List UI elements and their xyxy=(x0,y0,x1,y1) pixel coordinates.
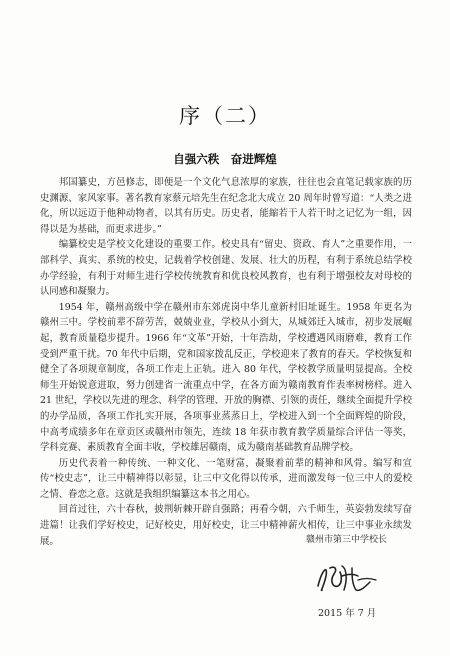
page-title: 序（二） xyxy=(179,104,271,128)
handwritten-signature xyxy=(312,556,380,598)
body-text xyxy=(40,175,412,549)
paragraph: 历史代表着一种传统、一种文化、一笔财富，凝聚着前辈的精神和风骨。编写和宣传“校史志”，让三中精神得以彰显，让三中文化得以传承，进而激发每一位三中人的爱校之情、眷恋之意。这就是我组织编纂这本书之用心。 xyxy=(40,457,412,500)
paragraph: 邦国纂史，方邑修志，即便是一个文化气息浓厚的家族，往往也会直笔记载家族的历史渊源、家风家事。著名教育家蔡元培先生在纪念北大成立 20 周年时曾写道：“人类之进化，所以远迈于他种动物者，以其有历史。历史者，能縮若干人若干时之记忆为一组，因得以是为基础，而更求进步。” xyxy=(40,177,412,235)
paragraph: 编纂校史是学校文化建设的重要工作。校史具有“留史、资政、育人”之重要作用，一部科学、真实、系统的校史，记载着学校创建、发展、壮大的历程，有利于系统总结学校办学经验，有利于对师生进行学校传统教育和优良校风教育，也有利于增强校友对母校的认同感和凝聚力。 xyxy=(40,239,412,298)
signature-organization: 赣州市第三中学校长 xyxy=(306,535,388,545)
paragraph: 1954 年，赣州高级中学在赣州市东郊虎岗中华儿童新村旧址诞生。1958 年更名为赣州三中。学校前辈不辞劳苦，兢兢业业，学校从小到大，从城郊迁入城市，初步发展崛起，教育质量稳步提升。1966 年“文革”开始，十年浩劫，学校遭遇风雨磨难，教育工作受到严重干扰。70 年代中后期，党和国家拨乱反正，学校迎来了教育的春天。学校恢复和健全了各项规章制度，各项工作走上正轨。进入 80 年代，学校教学质量明显提高。全校师生开始锐意进取，努力创建省一流重点中学，在各方面为赣南教育作表率树榜样。进入 21 世纪，学校以先进的理念、科学的管理、开放的胸襟、引领的责任，继续全面提升学校的办学品质，各项工作扎实开展，各项事业蒸蒸日上，学校进入到一个全面辉煌的阶段，中高考成绩多年在章贡区或赣州市领先，连续 18 年获市教育教学质量综合评估一等奖，学科竞赛、素质教育全面丰收，学校雄居赣南，成为赣南基础教育品牌学校。 xyxy=(40,301,412,454)
page-subtitle: 自强六秩 奋进辉煌 xyxy=(173,152,277,166)
paragraph: 回首过往，六十春秋，披荆斩棘开辟自强路；再看今朝，六千师生，英姿勃发续写奋进篇！让我们学好校史，记好校史，用好校史，让三中精神薪火相传，让三中事业永续发展。 xyxy=(40,504,412,547)
signature-date: 2015 年 7 月 xyxy=(318,608,377,619)
